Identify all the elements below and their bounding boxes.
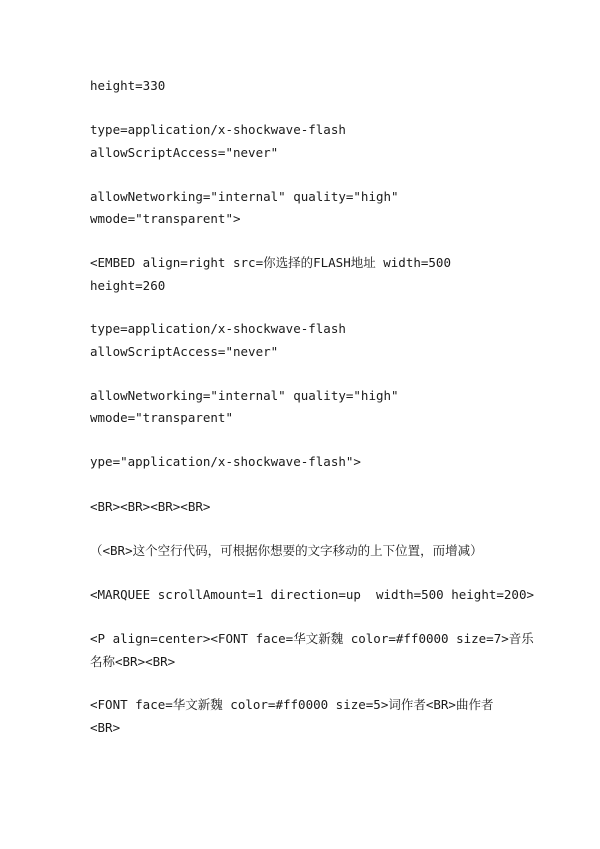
- code-line-9: allowScriptAccess="never": [90, 344, 279, 359]
- code-line-10: allowNetworking="internal" quality="high": [90, 388, 399, 403]
- code-line-3: allowScriptAccess="never": [90, 145, 279, 160]
- code-line-11: wmode="transparent": [90, 410, 233, 425]
- code-line-16: <P align=center><FONT face=华文新魏 color=#ff0000 size=7>音乐: [90, 631, 534, 646]
- code-line-17: 名称<BR><BR>: [90, 654, 176, 669]
- code-line-8: type=application/x-shockwave-flash: [90, 321, 346, 336]
- code-line-19: <BR>: [90, 720, 121, 735]
- code-line-1: height=330: [90, 78, 166, 93]
- code-line-12: ype="application/x-shockwave-flash">: [90, 454, 361, 469]
- code-line-13: <BR><BR><BR><BR>: [90, 499, 211, 514]
- code-line-18: <FONT face=华文新魏 color=#ff0000 size=5>词作者<BR>曲作者: [90, 697, 494, 712]
- code-line-6: <EMBED align=right src=你选择的FLASH地址 width=500: [90, 255, 451, 270]
- code-line-4: allowNetworking="internal" quality="high": [90, 189, 399, 204]
- code-line-14: （<BR>这个空行代码，可根据你想要的文字移动的上下位置，而增减）: [90, 543, 483, 558]
- code-line-2: type=application/x-shockwave-flash: [90, 122, 346, 137]
- code-line-15: <MARQUEE scrollAmount=1 direction=up width=500 height=200>: [90, 587, 535, 602]
- code-line-7: height=260: [90, 278, 166, 293]
- code-line-5: wmode="transparent">: [90, 211, 241, 226]
